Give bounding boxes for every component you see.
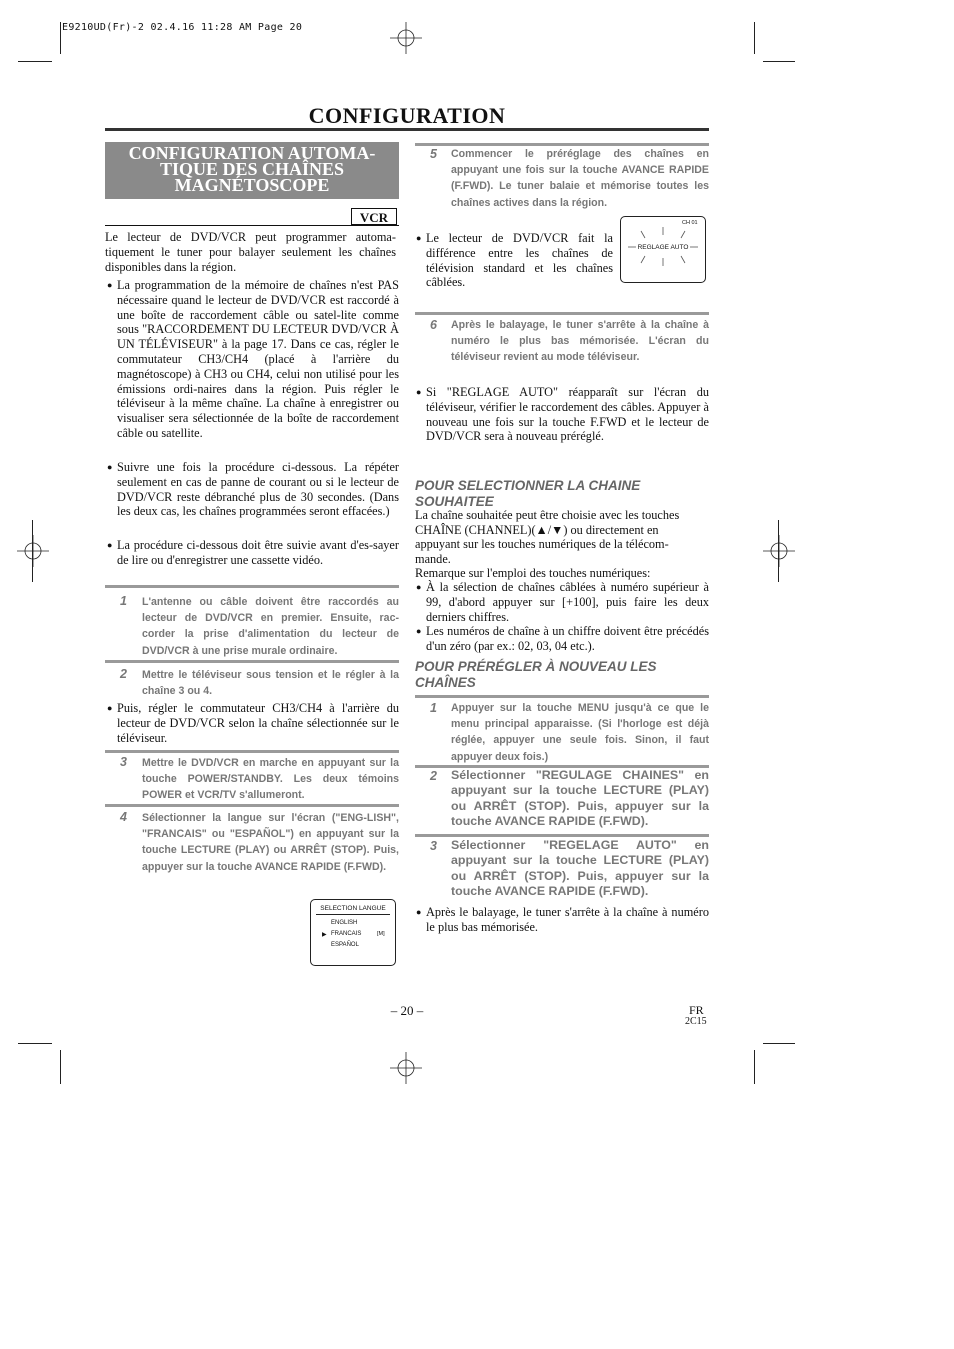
bullet-item — [416, 580, 709, 624]
crop-mark — [763, 1043, 795, 1044]
selected-arrow-icon: ▶ — [322, 932, 327, 938]
step-text: L'antenne ou câble doivent être raccordés au lecteur de DVD/VCR en premier. Ensuite, rac-corder la prise d'alimentation du lecteur de DVD/VCR à une prise murale ordinaire. — [142, 596, 399, 657]
step-text: Sélectionner la langue sur l'écran ("ENG-LISH", "FRANCAIS" ou "ESPAÑOL") en appuyant sur la touche LECTURE (PLAY) ou ARRÊT (STOP). Puis, appuyer sur la touche AVANCE RAPIDE (F.FWD). — [142, 812, 399, 873]
page-number: – 20 – — [390, 1003, 424, 1018]
intro-text: Le lecteur de DVD/VCR peut programmer automa-tiquement le tuner pour balayer seulement les chaînes disponibles dans la région. — [105, 230, 396, 274]
bullet-icon: ● — [107, 462, 113, 472]
bullet-text: Le lecteur de DVD/VCR fait la différence entre les chaînes de télévision standard et les chaînes câblées. — [426, 231, 613, 290]
mono-badge: [M] — [377, 931, 385, 937]
step-text: Après le balayage, le tuner s'arrête à la chaîne à numéro le plus bas mémorisée. L'écran du téléviseur revient au mode téléviseur. — [451, 319, 709, 364]
crop-mark — [32, 520, 33, 582]
bullet-text: Les numéros de chaîne à un chiffre doivent être précédés d'un zéro (par ex.: 02, 03, 04 etc.). — [426, 624, 709, 653]
print-header: E9210UD(Fr)-2 02.4.16 11:28 AM Page 20 — [62, 22, 303, 33]
step-text: Appuyer sur la touche MENU jusqu'à ce que le menu principal apparaisse. (Si l'horloge est déjà réglée, appuyer une seule fois. Sinon, il faut appuyer deux fois.) — [451, 702, 709, 763]
bullet-item — [107, 701, 399, 745]
bullet-text: Si "REGLAGE AUTO" réapparaît sur l'écran du téléviseur, vérifier le raccordement des câbles. Appuyer à nouveau une fois sur la touche F.FWD et le lecteur de DVD/VCR sera à nouveau préréglé. — [426, 385, 709, 444]
screen-title: SELECTION LANGUE — [320, 905, 386, 912]
body-line: appuyant sur les touches numériques de la télécom- — [415, 537, 669, 551]
step-text: Sélectionner "REGELAGE AUTO" en appuyant sur la touche LECTURE (PLAY) ou ARRÊT (STOP). Puis, appuyer sur la touche AVANCE RAPIDE (F.FWD). — [451, 838, 709, 898]
bullet-item — [416, 905, 709, 935]
bullet-item — [416, 624, 709, 654]
step-number: 1 — [430, 701, 437, 715]
badge-rule — [105, 225, 399, 226]
step-text: Mettre le DVD/VCR en marche en appuyant sur la touche POWER/STANDBY. Les deux témoins POWER et VCR/TV s'allumeront. — [142, 757, 399, 802]
heading-line: CHAÎNES — [415, 674, 476, 690]
language-option-francais: FRANCAIS — [331, 931, 362, 937]
step-rule — [105, 750, 399, 753]
step-number: 4 — [120, 810, 127, 824]
step-number: 2 — [430, 769, 437, 783]
step-rule — [105, 585, 399, 588]
bullet-icon: ● — [416, 387, 422, 397]
crop-mark — [754, 22, 755, 54]
channel-indicator: CH 01 — [682, 220, 698, 226]
step-number: 2 — [120, 667, 127, 681]
language-option-english: ENGLISH — [331, 920, 358, 926]
heading-line: SOUHAITEE — [415, 493, 494, 509]
section-title-box — [105, 142, 399, 199]
body-line: mande. — [415, 551, 451, 566]
page-title: CONFIGURATION — [308, 103, 506, 128]
registration-mark-icon — [17, 535, 49, 567]
screen-divider — [316, 914, 390, 915]
step-text: Sélectionner "REGULAGE CHAINES" en appuyant sur la touche LECTURE (PLAY) ou ARRÊT (STOP). Puis, appuyer sur la touche AVANCE RAPIDE (F.FWD). — [451, 768, 709, 828]
body-line: Remarque sur l'emploi des touches numériques: — [415, 566, 651, 580]
bullet-icon: ● — [107, 540, 113, 550]
registration-mark-icon — [390, 1052, 422, 1084]
crop-mark — [18, 61, 52, 62]
registration-mark-icon — [763, 535, 795, 567]
bullet-item — [107, 538, 399, 568]
heading-line: POUR SELECTIONNER LA CHAINE — [415, 478, 641, 493]
bullet-text: Après le balayage, le tuner s'arrête à la chaîne à numéro le plus bas mémorisée. — [426, 905, 709, 934]
step-rule — [415, 834, 709, 837]
step-rule — [415, 695, 709, 698]
bullet-icon: ● — [107, 703, 113, 713]
vcr-badge: VCR — [351, 208, 397, 225]
crop-mark — [778, 520, 779, 582]
bullet-text: La procédure ci-dessous doit être suivie avant d'es-sayer de lire ou d'enregistrer une cassette vidéo. — [117, 538, 399, 567]
step-rule — [415, 312, 709, 315]
bullet-icon: ● — [416, 626, 422, 636]
step-number: 3 — [430, 839, 437, 853]
language-option-espanol: ESPAÑOL — [331, 942, 359, 948]
bullet-icon: ● — [107, 280, 113, 290]
step-number: 5 — [430, 147, 437, 161]
select-channel-body — [415, 508, 709, 581]
section-title-line: CONFIGURATION AUTOMA- — [128, 143, 376, 163]
crop-mark — [60, 1050, 61, 1084]
crop-mark — [754, 1050, 755, 1084]
crop-mark — [763, 61, 795, 62]
body-line: La chaîne souhaitée peut être choisie avec les touches — [415, 508, 680, 522]
bullet-text: Suivre une fois la procédure ci-dessous. La répéter seulement en cas de panne de courant ou si le lecteur de DVD/VCR reste débranché plus de 30 secondes. (Dans les deux cas, les chaînes programmées seront effacées.) — [117, 460, 399, 519]
document-code: 2C15 — [685, 1016, 707, 1027]
step-text: Commencer le préréglage des chaînes en appuyant une fois sur la touche AVANCE RAPIDE (F.FWD). Le tuner balaie et mémorise toutes les chaînes actives dans la région. — [451, 148, 709, 209]
bullet-item — [416, 385, 709, 444]
bullet-text: À la sélection de chaînes câblées à numéro supérieur à 99, d'abord appuyer sur [+100], puis faire les deux derniers chiffres. — [426, 580, 709, 624]
bullet-icon: ● — [416, 907, 422, 917]
step-text: Mettre le téléviseur sous tension et le régler à la chaîne 3 ou 4. — [142, 669, 399, 698]
select-channel-heading — [415, 478, 709, 509]
auto-preset-label: REGLAGE AUTO — [637, 244, 689, 251]
step-number: 1 — [120, 594, 127, 608]
crop-mark — [18, 1043, 52, 1044]
step-number: 6 — [430, 318, 437, 332]
bullet-item — [416, 231, 613, 290]
title-rule — [105, 128, 709, 131]
preset-again-heading — [415, 659, 709, 690]
language-screen — [310, 899, 396, 966]
heading-line: POUR PRÉRÉGLER À NOUVEAU LES — [415, 659, 657, 674]
step-rule — [105, 660, 399, 663]
auto-preset-screen — [620, 216, 706, 283]
step-number: 3 — [120, 755, 127, 769]
bullet-text: Puis, régler le commutateur CH3/CH4 à l'arrière du lecteur de DVD/VCR selon la chaîne sélectionnée sur le téléviseur. — [117, 701, 399, 745]
bullet-item — [107, 278, 399, 441]
bullet-text: La programmation de la mémoire de chaînes n'est PAS nécessaire quand le lecteur de DVD/VCR est raccordé à une boîte de raccordement câble ou satel-lite comme sous "RACCORDEMENT DU LECTEUR DVD/VCR À UN TÉLÉVISEUR" à la page 17. Dans ce cas, régler le commutateur CH3/CH4 (placé à l'arrière du magnétoscope) à CH3 ou CH4, celui non utilisé pour les émissions ordi-naires dans la région. Puis régler le téléviseur à la même chaîne. La chaîne à enregistrer ou visualiser sera sélectionnée de la boîte de raccordement câble ou satellite. — [117, 278, 399, 440]
crop-mark — [60, 22, 61, 54]
bullet-icon: ● — [416, 582, 422, 592]
section-title-line: TIQUE DES CHAÎNES — [159, 159, 345, 179]
registration-mark-icon — [390, 22, 422, 54]
bullet-item — [107, 460, 399, 519]
section-title-line: MAGNÉTOSCOPE — [174, 175, 330, 195]
language-code: FR — [689, 1003, 704, 1017]
body-line: CHAÎNE (CHANNEL)(▲/▼) ou directement en — [415, 522, 659, 537]
bullet-icon: ● — [416, 233, 422, 243]
step-rule — [105, 804, 399, 807]
